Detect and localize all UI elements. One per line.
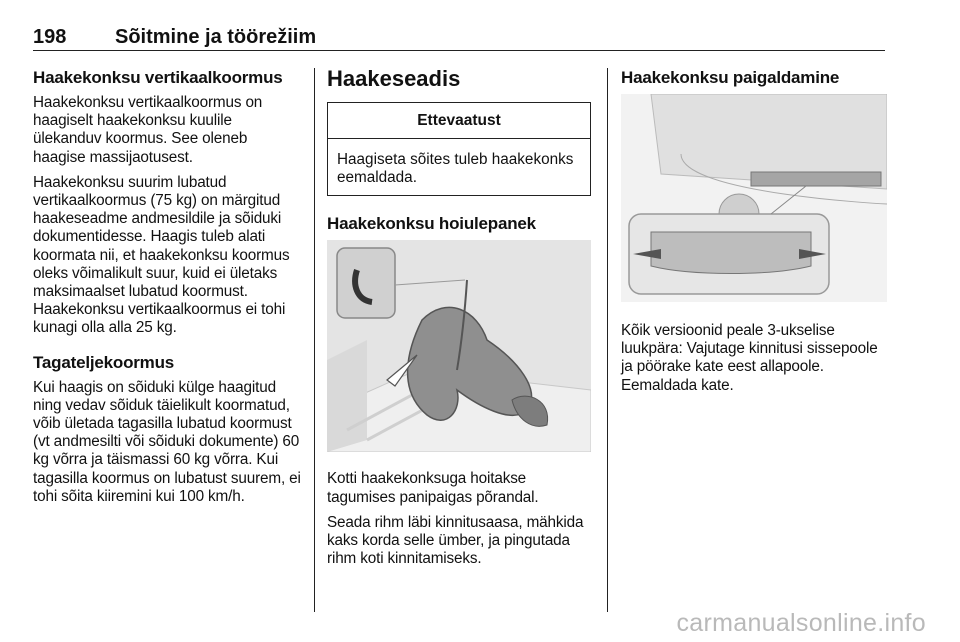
watermark: carmanualsonline.info (676, 609, 926, 637)
section-heading: Haakekonksu paigaldamine (621, 68, 840, 87)
paragraph: Kõik versioonid peale 3-ukselise luukpära: Vajutage kinnitusi sissepoole ja pöörake kate eest allapoole. Eemaldada kate. (621, 322, 878, 394)
caution-title: Ettevaatust (328, 103, 590, 139)
caution-text: Haagiseta sõites tuleb haakekonks eemaldada. (337, 151, 574, 187)
column-left (33, 68, 301, 513)
paragraph: Kotti haakekonksuga hoitakse tagumises panipaigas põrandal. (327, 470, 539, 506)
main-heading: Haakeseadis (327, 66, 461, 91)
column-middle (327, 68, 593, 575)
caution-box (327, 102, 591, 196)
page-header (33, 22, 885, 51)
page-number: 198 (33, 26, 67, 48)
tow-hook-bag-drawing (327, 240, 591, 452)
bumper-cover-illustration (621, 94, 887, 302)
column-right (621, 68, 889, 402)
tow-hook-bag-illustration (327, 240, 591, 452)
paragraph: Haakekonksu suurim lubatud vertikaalkoormus (75 kg) on märgitud haakeseadme andmesildile ja sõiduki dokumentidesse. Haagis tuleb alati koormata nii, et haakekonksu koormus oleks võimalikult suur, kuid ei ületaks maksimaalset lubatud koormust. Haakekonksu vertikaalkoormus ei tohi kunagi olla alla 25 kg. (33, 173, 290, 337)
column-divider (607, 68, 608, 612)
chapter-title: Sõitmine ja töörežiim (115, 26, 317, 48)
bumper-cover-drawing (621, 94, 887, 302)
paragraph: Kui haagis on sõiduki külge haagitud ning vedav sõiduk täielikult koormatud, võib ületada tagasilla lubatud koormust (vt andmesilti või sõiduki dokumente) 60 kg võrra ja täismassi 60 kg võrra. Kui tagasilla koormus on lubatust suurem, ei tohi sõita kiiremini kui 100 km/h. (33, 378, 301, 505)
paragraph: Haakekonksu vertikaalkoormus on haagiselt haakekonksu kuulile ülekanduv koormus. See oleneb haagise massijaotusest. (33, 94, 263, 166)
section-heading: Haakekonksu hoiulepanek (327, 214, 536, 234)
section-heading: Tagateljekoormus (33, 352, 175, 372)
paragraph: Seada rihm läbi kinnitusaasa, mähkida kaks korda selle ümber, ja pingutada rihm koti kinnitamiseks. (327, 513, 584, 568)
column-divider (314, 68, 315, 612)
section-heading: Haakekonksu vertikaalkoormus (33, 68, 283, 87)
